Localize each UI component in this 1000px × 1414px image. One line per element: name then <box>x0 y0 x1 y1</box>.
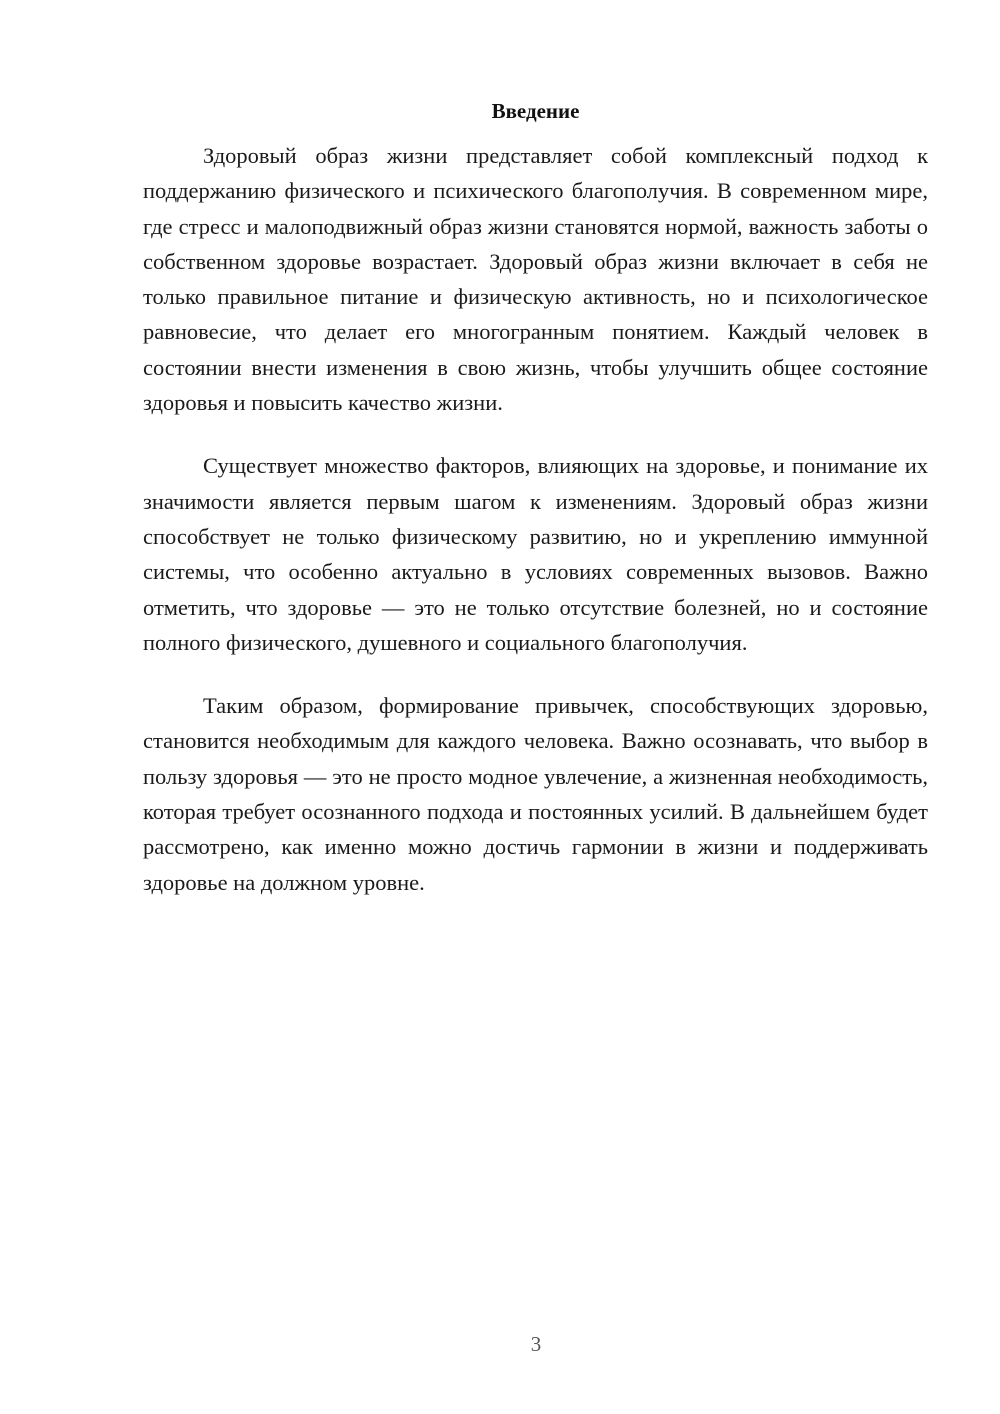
document-body <box>143 94 928 928</box>
page-number: 3 <box>530 1332 542 1356</box>
paragraph-3: Таким образом, формирование привычек, способствующих здоровью, становится необходимым для каждого человека. Важно осознавать, что выбор в пользу здоровья — это не просто модное увлечение, а жизненная необходимость, которая требует осознанного подхода и постоянных усилий. В дальнейшем будет рассмотрено, как именно можно достичь гармонии в жизни и поддерживать здоровье на должном уровне. <box>143 693 928 895</box>
section-title: Введение <box>491 99 580 123</box>
paragraph-2: Существует множество факторов, влияющих на здоровье, и понимание их значимости является первым шагом к изменениям. Здоровый образ жизни способствует не только физическому развитию, но и укреплению иммунной системы, что особенно актуально в условиях современных вызовов. Важно отметить, что здоровье — это не только отсутствие болезней, но и состояние полного физического, душевного и социального благополучия. <box>143 453 928 655</box>
paragraph-1: Здоровый образ жизни представляет собой комплексный подход к поддержанию физического и психического благополучия. В современном мире, где стресс и малоподвижный образ жизни становятся нормой, важность заботы о собственном здоровье возрастает. Здоровый образ жизни включает в себя не только правильное питание и физическую активность, но и психологическое равновесие, что делает его многогранным понятием. Каждый человек в состоянии внести изменения в свою жизнь, чтобы улучшить общее состояние здоровья и повысить качество жизни. <box>143 143 928 416</box>
